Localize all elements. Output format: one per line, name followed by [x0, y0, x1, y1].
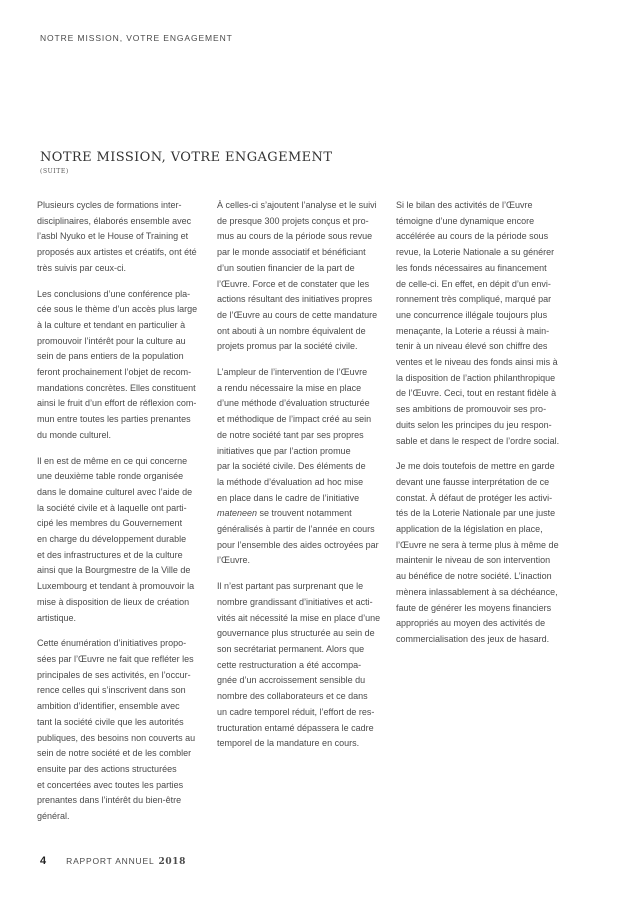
text-line: en place dans le cadre de l’initiative — [217, 492, 360, 503]
text-line: menaçante, la Loterie a réussi à main- — [396, 325, 550, 336]
paragraph — [396, 459, 558, 647]
text-line: de presque 300 projets conçus et pro- — [217, 215, 369, 226]
initiative-name: mateneen — [217, 508, 258, 519]
text-line: dans le domaine culturel avec l’aide de — [37, 486, 193, 497]
text-line: en charge du développement durable — [37, 534, 187, 545]
paragraph — [37, 454, 199, 627]
report-label: RAPPORT ANNUEL — [66, 856, 155, 866]
text-line: actions résultant des initiatives propres — [217, 294, 373, 305]
text-line: mus au cours de la période sous revue — [217, 231, 373, 242]
text-line: la disposition de l’action philanthropique — [396, 372, 556, 383]
text-line: témoigne d’une dynamique encore — [396, 215, 535, 226]
text-line: un cadre temporel réduit, l’effort de res- — [217, 706, 375, 717]
text-line: et concertées avec toutes les parties — [37, 779, 184, 790]
text-line: ses ambitions de promouvoir ses pro- — [396, 404, 547, 415]
text-line: constat. À défaut de protéger les activi- — [396, 492, 553, 503]
text-line: ventes et le niveau des fonds ainsi mis à — [396, 357, 558, 368]
text-line: Il en est de même en ce qui concerne — [37, 455, 188, 466]
text-line: la société civile et à laquelle ont parti- — [37, 502, 187, 513]
text-line: Luxembourg et tendant à promouvoir la — [37, 581, 195, 592]
text-column-3 — [396, 198, 558, 658]
paragraph — [396, 198, 558, 449]
text-line: mènera inlassablement à sa déchéance, — [396, 586, 558, 597]
text-line: l’Œuvre ne sera à terme plus à même de — [396, 539, 559, 550]
text-line: une concurrence illégale toujours plus — [396, 309, 548, 320]
text-line: À celles-ci s’ajoutent l’analyse et le suivi — [217, 200, 377, 210]
text-line: tant la société civile que les autorités — [37, 716, 184, 727]
text-line: cée sous le thème d’un accès plus large — [37, 304, 198, 315]
text-line: tés de la Loterie Nationale par une juste — [396, 508, 556, 519]
text-line: gnée d’un accroissement sensible du — [217, 675, 366, 686]
text-line: projets promus par la société civile. — [217, 341, 358, 352]
text-line: ainsi le fruit d’un effort de réflexion com- — [37, 398, 197, 409]
text-line: une deuxième table ronde organisée — [37, 471, 184, 482]
text-line: initiatives que par l’action promue — [217, 445, 351, 456]
text-line: Les conclusions d’une conférence pla- — [37, 288, 191, 299]
paragraph — [37, 198, 199, 277]
text-line: cette restructuration a été accompa- — [217, 659, 362, 670]
page-number: 4 — [40, 855, 47, 867]
text-line: généralisés à partir de l’année en cours — [217, 524, 375, 535]
text-line: commercialisation des jeux de hasard. — [396, 633, 550, 644]
text-line: sein de pans entiers de la population — [37, 351, 184, 362]
text-line: Il n’est partant pas surprenant que le — [217, 581, 364, 592]
text-line: feront prochainement l’objet de recom- — [37, 367, 192, 378]
text-line: vités ait nécessité la mise en place d’une — [217, 612, 381, 623]
text-line: publiques, des besoins non couverts au — [37, 732, 196, 743]
text-line: gouvernance plus structurée au sein de — [217, 628, 375, 639]
text-line: pour l’ensemble des aides octroyées par — [217, 539, 379, 550]
text-line: et des infrastructures et de la culture — [37, 549, 183, 560]
text-line: au bénéfice de notre société. L’inaction — [396, 571, 552, 582]
text-line: Si le bilan des activités de l’Œuvre — [396, 200, 533, 210]
text-line: mun entre toutes les parties prenantes — [37, 414, 191, 425]
text-column-2 — [217, 198, 379, 762]
paragraph — [37, 287, 199, 444]
text-line: nombre des collaborateurs et ce dans — [217, 691, 368, 702]
text-line: mateneen se trouvent notamment — [217, 508, 352, 519]
text-line: promouvoir l’intérêt pour la culture au — [37, 335, 186, 346]
text-line: de celle-ci. En effet, en dépit d’un envi- — [396, 278, 551, 289]
text-line: faute de générer les moyens financiers — [396, 602, 552, 613]
text-line: tructuration entamé dépassera le cadre — [217, 722, 374, 733]
section-subtitle: (SUITE) — [40, 168, 69, 175]
paragraph — [217, 198, 379, 355]
page-footer — [40, 855, 186, 867]
text-line: de l’Œuvre au cours de cette mandature — [217, 309, 378, 320]
text-line: sées par l’Œuvre ne fait que refléter les — [37, 653, 194, 664]
text-line: et méthodique de l’impact créé au sein — [217, 414, 372, 425]
text-line: application de la législation en place, — [396, 524, 543, 535]
text-column-1 — [37, 198, 199, 835]
text-line: l’Œuvre. — [217, 555, 251, 566]
text-line: l’Œuvre. Force et de constater que les — [217, 278, 370, 289]
text-line: sable et dans le respect de l’ordre social. — [396, 435, 560, 446]
paragraph — [217, 365, 379, 569]
text-line: ont abouti à un nombre équivalent de — [217, 325, 366, 336]
text-line: ronnement très compliqué, marqué par — [396, 294, 552, 305]
text-line: l’asbl Nyuko et le House of Training et — [37, 231, 189, 242]
text-line: ambition d’identifier, ensemble avec — [37, 701, 180, 712]
text-line: temporel de la mandature en cours. — [217, 738, 360, 749]
text-line: général. — [37, 811, 70, 822]
text-line: principales de ses activités, en l’occur- — [37, 669, 191, 680]
text-line: revue, la Loterie Nationale a su générer — [396, 247, 555, 258]
text-line: ensuite par des actions structurées — [37, 763, 177, 774]
text-line: de l’Œuvre. Ceci, tout en restant fidèle à — [396, 388, 557, 399]
text-line: devant une fausse interprétation de ce — [396, 476, 550, 487]
text-line: d’une méthode d’évaluation structurée — [217, 398, 370, 409]
text-line: duits selon les principes du jeu respon- — [396, 419, 552, 430]
text-line: prenantes dans l’intérêt du bien-être — [37, 795, 182, 806]
paragraph — [217, 579, 379, 752]
text-line: les fonds nécessaires au financement — [396, 262, 547, 273]
text-line: proposés aux artistes et créatifs, ont été — [37, 247, 197, 258]
section-title: NOTRE MISSION, VOTRE ENGAGEMENT — [40, 150, 333, 165]
text-line: nombre grandissant d’initiatives et acti- — [217, 596, 373, 607]
text-line: d’un soutien financier de la part de — [217, 262, 355, 273]
text-line: cipé les membres du Gouvernement — [37, 518, 183, 529]
text-line: artistique. — [37, 612, 77, 623]
running-header: NOTRE MISSION, VOTRE ENGAGEMENT — [40, 33, 233, 43]
report-year: 2018 — [158, 857, 186, 867]
text-line: du monde culturel. — [37, 429, 112, 440]
text-line: rence celles qui s’inscrivent dans son — [37, 685, 186, 696]
text-line: la méthode d’évaluation ad hoc mise — [217, 476, 364, 487]
text-line: Plusieurs cycles de formations inter- — [37, 200, 182, 210]
text-line: par le monde associatif et bénéficiant — [217, 247, 366, 258]
text-line: à la culture et tendant en particulier à — [37, 319, 186, 330]
text-line: de notre société tant par ses propres — [217, 429, 364, 440]
text-line: disciplinaires, élaborés ensemble avec — [37, 215, 192, 226]
text-line: ainsi que la Bourgmestre de la Ville de — [37, 565, 191, 576]
text-line: par la société civile. Des éléments de — [217, 461, 366, 472]
text-line: son secrétariat permanent. Alors que — [217, 643, 365, 654]
text-line: mise à disposition de lieux de création — [37, 596, 190, 607]
text-line: tenir à un niveau élevé son chiffre des — [396, 341, 548, 352]
text-line: sein de notre société et de les combler — [37, 748, 192, 759]
text-line: appropriés au moyen des activités de — [396, 618, 546, 629]
text-line: a rendu nécessaire la mise en place — [217, 382, 362, 393]
text-line: très suivis par ceux-ci. — [37, 262, 127, 273]
text-line: Je me dois toutefois de mettre en garde — [396, 461, 555, 472]
text-line: mandations concrètes. Elles constituent — [37, 382, 196, 393]
text-line: L’ampleur de l’intervention de l’Œuvre — [217, 367, 368, 378]
paragraph — [37, 636, 199, 824]
text-line: Cette énumération d’initiatives propo- — [37, 638, 187, 649]
text-line: accélérée au cours de la période sous — [396, 231, 549, 242]
text-line: maintenir le niveau de son intervention — [396, 555, 551, 566]
